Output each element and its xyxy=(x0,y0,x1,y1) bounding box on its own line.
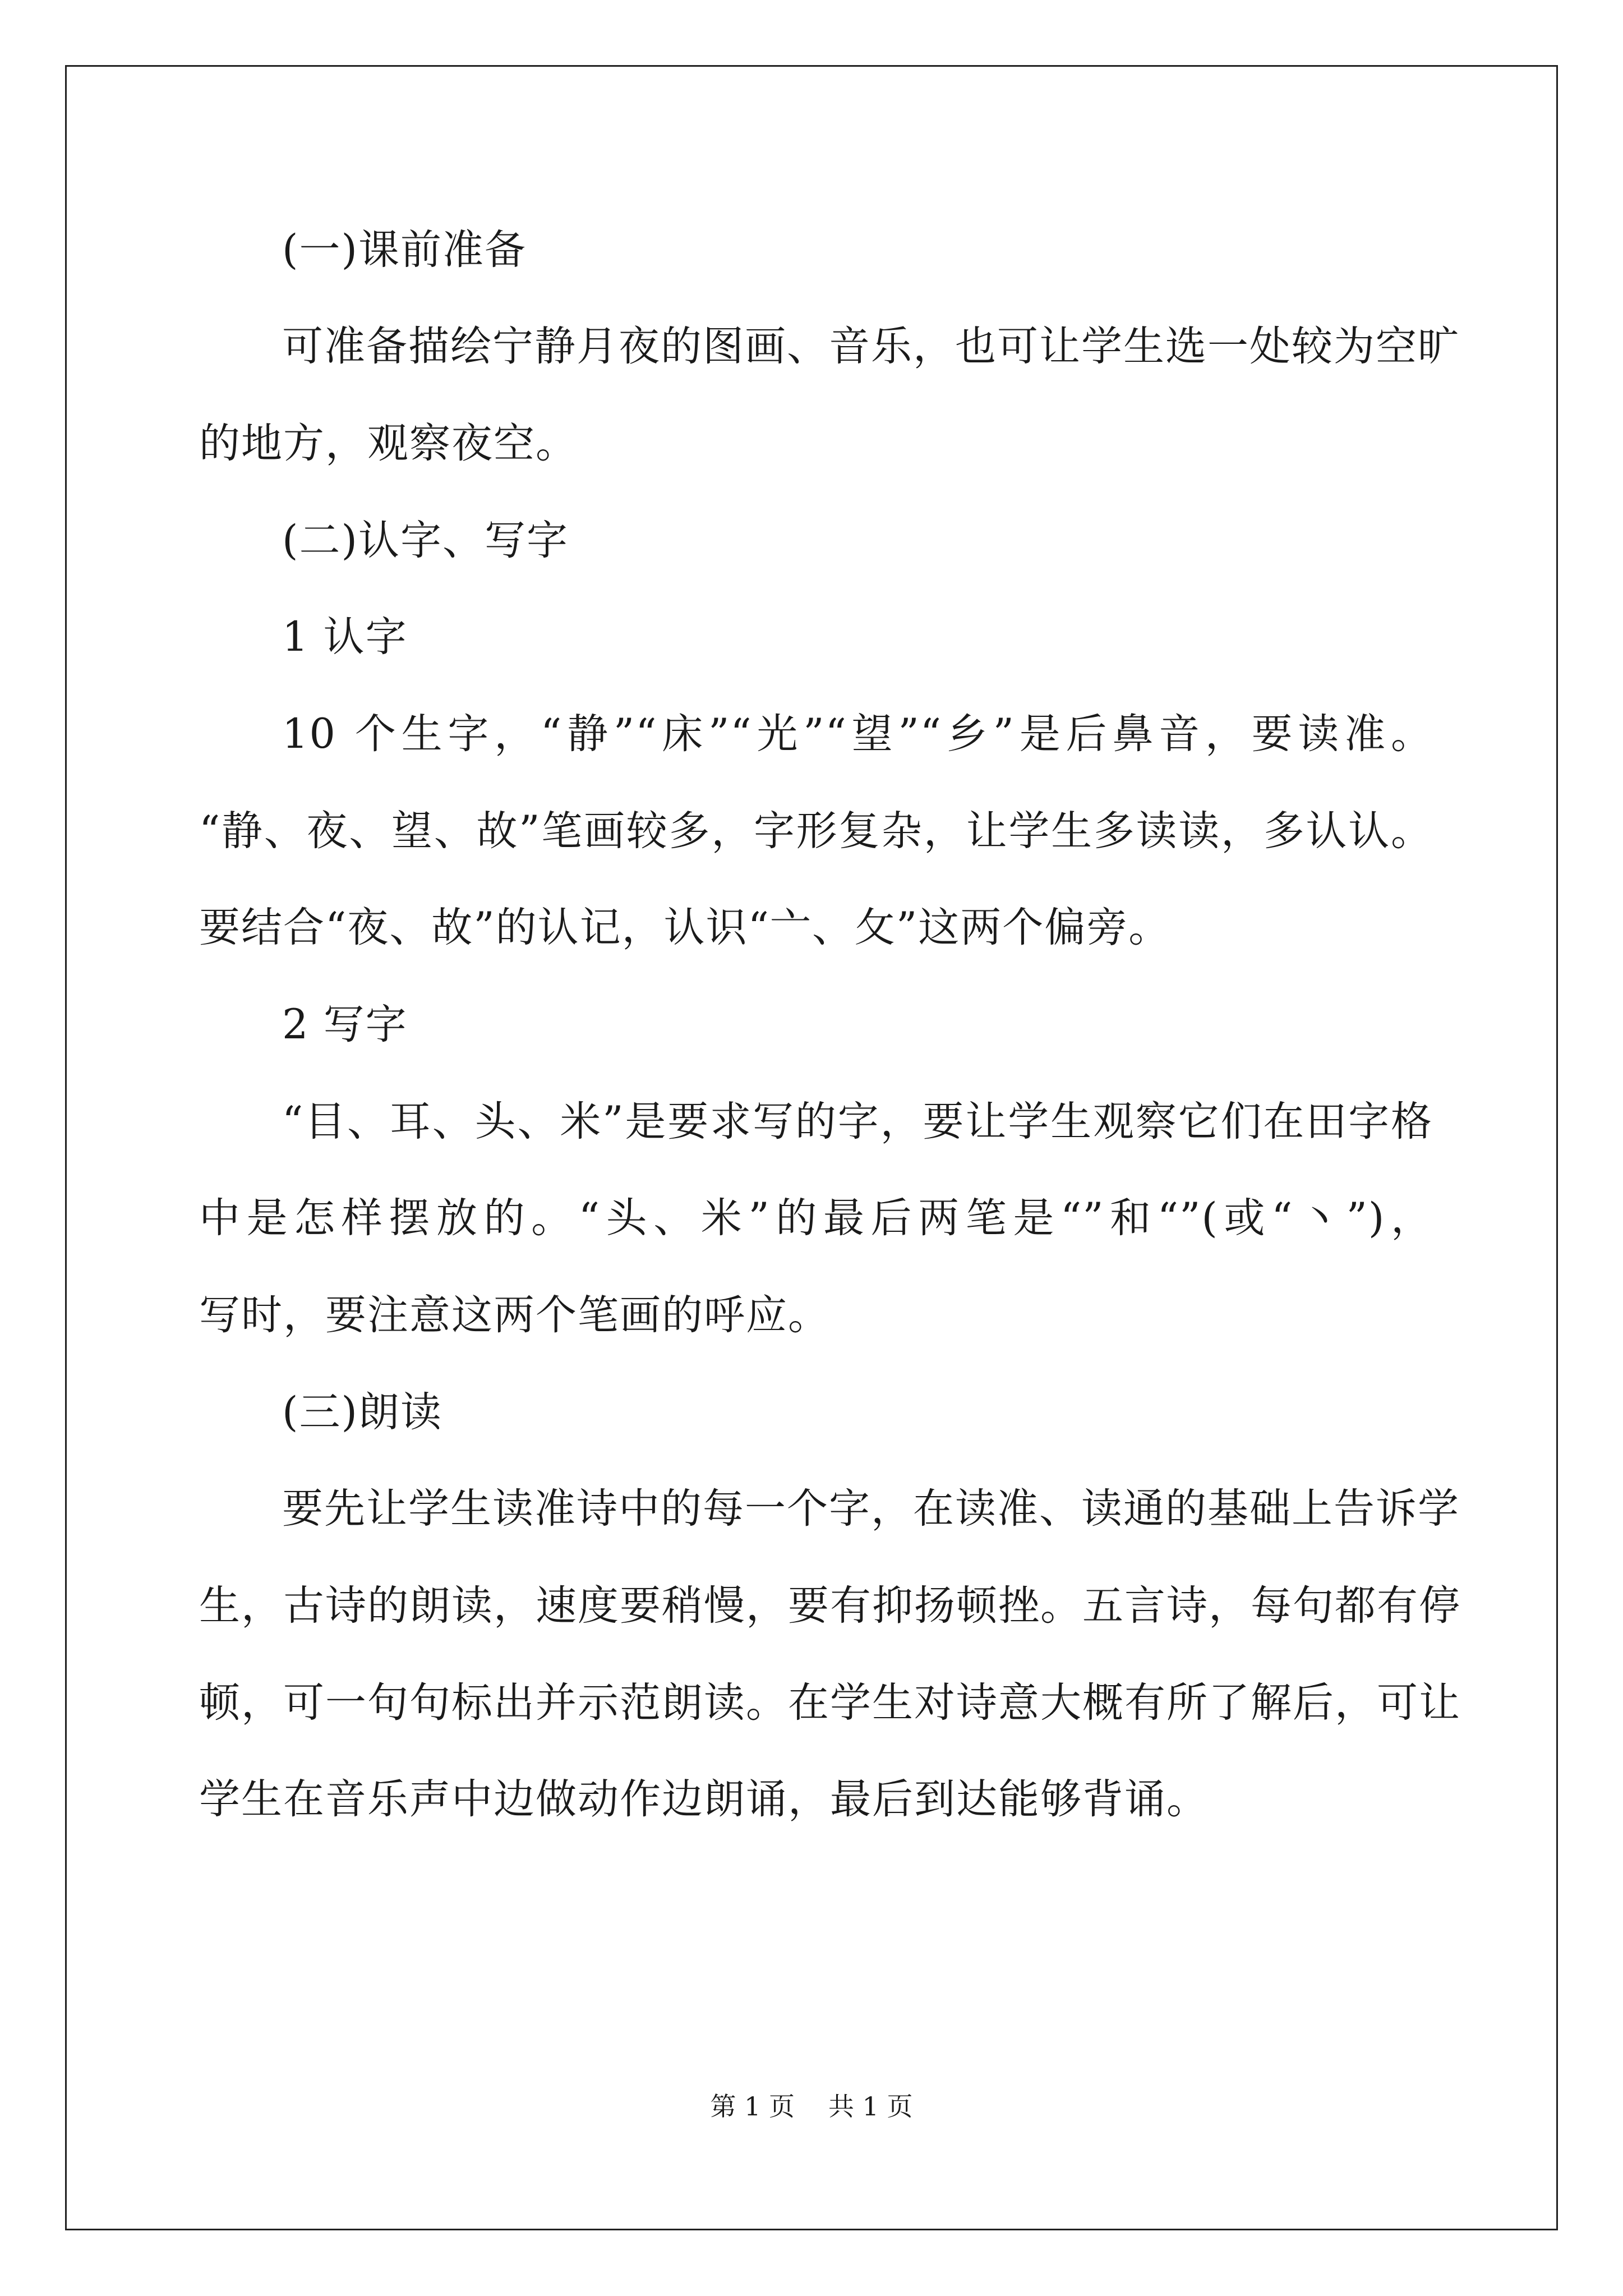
paragraph-line: 可准备描绘宁静月夜的图画、音乐，也可让学生选一处较为空旷 xyxy=(282,323,1460,370)
paragraph-line: 写时，要注意这两个笔画的呼应。 xyxy=(199,1291,830,1339)
page-footer xyxy=(0,2090,1623,2123)
paragraph-line: 学生在音乐声中边做动作边朗诵，最后到达能够背诵。 xyxy=(199,1775,1209,1823)
paragraph-line: 的地方，观察夜空。 xyxy=(199,420,578,467)
paragraph-line: 生，古诗的朗读，速度要稍慢，要有抑扬顿挫。五言诗，每句都有停 xyxy=(199,1582,1461,1630)
paragraph-line: 要结合“夜、故”的认记，认识“亠、攵”这两个偏旁。 xyxy=(199,904,1171,951)
paragraph-line: “静、夜、望、故”笔画较多，字形复杂，让学生多读读，多认认。 xyxy=(199,807,1433,855)
section-heading-reading: (三)朗读 xyxy=(282,1388,442,1436)
page-total: 共 1 页 xyxy=(828,2091,913,2122)
page-number: 第 1 页 xyxy=(710,2091,795,2122)
paragraph-line: 10 个生字，“静”“床”“光”“望”“乡”是后鼻音，要读准。 xyxy=(282,710,1433,758)
paragraph-line: “目、耳、头、米”是要求写的字，要让学生观察它们在田字格 xyxy=(282,1098,1433,1145)
subheading-write: 2 写字 xyxy=(282,1001,408,1048)
section-heading-characters: (二)认字、写字 xyxy=(282,517,569,564)
subheading-recognize: 1 认字 xyxy=(282,613,408,661)
paragraph-line: 中是怎样摆放的。“头、米”的最后两笔是“”和“”(或“丶”)， xyxy=(199,1194,1433,1242)
paragraph-line: 顿，可一句句标出并示范朗读。在学生对诗意大概有所了解后，可让 xyxy=(199,1679,1461,1727)
paragraph-line: 要先让学生读准诗中的每一个字，在读准、读通的基础上告诉学 xyxy=(282,1485,1460,1533)
section-heading-preparation: (一)课前准备 xyxy=(282,226,527,274)
